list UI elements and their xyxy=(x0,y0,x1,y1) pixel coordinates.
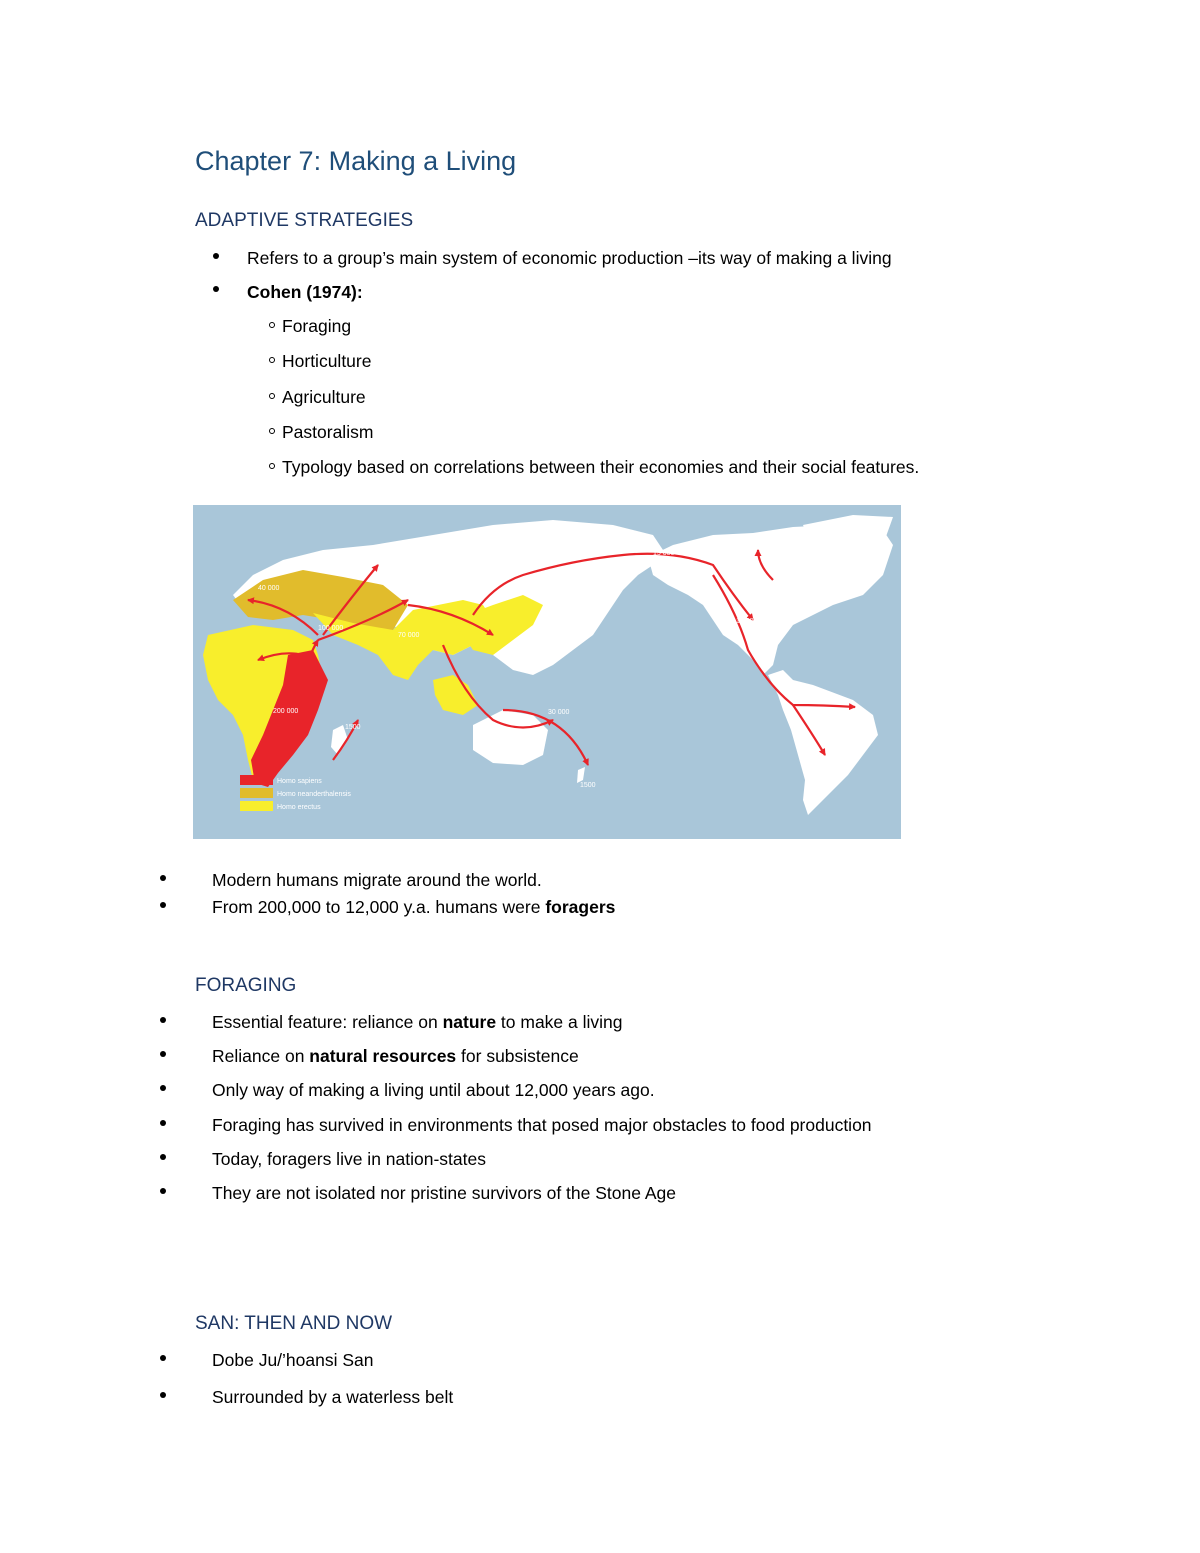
legend-label-neanderthal: Homo neanderthalensis xyxy=(277,791,351,798)
label-4500: 4500 xyxy=(763,552,779,559)
legend-label-sapiens: Homo sapiens xyxy=(277,778,322,785)
circle-bullet-icon xyxy=(269,357,275,363)
legend-swatch-erectus xyxy=(240,801,273,811)
bullet-icon xyxy=(160,902,166,908)
section-heading-foraging: FORAGING xyxy=(195,975,297,996)
adaptive-bullet-2: Cohen (1974): xyxy=(247,282,363,302)
bullet-icon xyxy=(160,1154,166,1160)
label-100000: 100 000 xyxy=(318,625,344,632)
foraging-bullet-4: Foraging has survived in environments that posed major obstacles to food production xyxy=(212,1115,872,1135)
section-heading-adaptive-strategies: ADAPTIVE STRATEGIES xyxy=(195,210,414,231)
after-map-bullet-1: Modern humans migrate around the world. xyxy=(212,870,542,890)
after-map-bullet-2-bold: foragers xyxy=(545,897,616,917)
label-15000: 15 000 xyxy=(653,550,675,557)
bullet-icon xyxy=(160,1017,166,1023)
bullet-icon xyxy=(160,1188,166,1194)
sub-item-typology: Typology based on correlations between their economies and their social features. xyxy=(282,457,920,477)
sub-item-horticulture: Horticulture xyxy=(282,351,372,371)
sub-item-pastoralism: Pastoralism xyxy=(282,422,374,442)
label-25000: 25 000 xyxy=(396,578,418,585)
legend-swatch-sapiens xyxy=(240,775,273,785)
circle-bullet-icon xyxy=(269,463,275,469)
foraging-bullet-2-bold: natural resources xyxy=(309,1046,457,1066)
foraging-bullet-2 xyxy=(212,1045,579,1067)
label-30000: 30 000 xyxy=(548,709,570,716)
foraging-bullet-2-pre: Reliance on xyxy=(212,1046,310,1066)
foraging-bullet-1-bold: nature xyxy=(442,1012,497,1032)
bullet-icon xyxy=(160,875,166,881)
legend-label-erectus: Homo erectus xyxy=(277,804,321,811)
after-map-bullet-2 xyxy=(212,896,615,918)
circle-bullet-icon xyxy=(269,428,275,434)
sub-item-agriculture: Agriculture xyxy=(282,387,366,407)
bullet-icon xyxy=(160,1355,166,1361)
circle-bullet-icon xyxy=(269,322,275,328)
label-50000: 50 000 xyxy=(491,740,513,747)
sub-item-foraging: Foraging xyxy=(282,316,352,336)
bullet-icon xyxy=(160,1051,166,1057)
foraging-bullet-1 xyxy=(212,1011,623,1033)
bullet-icon xyxy=(160,1392,166,1398)
foraging-bullet-1-post: to make a living xyxy=(496,1012,623,1032)
legend-swatch-neanderthal xyxy=(240,788,273,798)
foraging-bullet-2-post: for subsistence xyxy=(456,1046,579,1066)
migration-map xyxy=(193,505,901,839)
san-bullet-2: Surrounded by a waterless belt xyxy=(212,1387,454,1407)
label-1500-new-zealand: 1500 xyxy=(580,782,596,789)
adaptive-bullet-1: Refers to a group’s main system of economic production –its way of making a living xyxy=(247,248,892,268)
bullet-icon xyxy=(160,1085,166,1091)
section-heading-san: SAN: THEN AND NOW xyxy=(195,1313,393,1334)
bullet-icon xyxy=(160,1120,166,1126)
foraging-bullet-3: Only way of making a living until about 12,000 years ago. xyxy=(212,1080,655,1100)
bullet-icon xyxy=(213,253,219,259)
label-200000: 200 000 xyxy=(273,708,299,715)
circle-bullet-icon xyxy=(269,393,275,399)
foraging-bullet-6: They are not isolated nor pristine survivors of the Stone Age xyxy=(212,1183,677,1203)
foraging-bullet-1-pre: Essential feature: reliance on xyxy=(212,1012,443,1032)
bullet-icon xyxy=(213,286,219,292)
label-70000: 70 000 xyxy=(398,632,420,639)
page-title: Chapter 7: Making a Living xyxy=(195,146,517,176)
after-map-bullet-2-text: From 200,000 to 12,000 y.a. humans were xyxy=(212,897,546,917)
san-bullet-1: Dobe Ju/’hoansi San xyxy=(212,1350,374,1370)
label-12000: 12 000 xyxy=(736,618,758,625)
foraging-bullet-5: Today, foragers live in nation-states xyxy=(212,1149,486,1169)
label-40000: 40 000 xyxy=(258,585,280,592)
migration-map-svg xyxy=(193,505,901,839)
label-1500-madagascar: 1500 xyxy=(345,724,361,731)
